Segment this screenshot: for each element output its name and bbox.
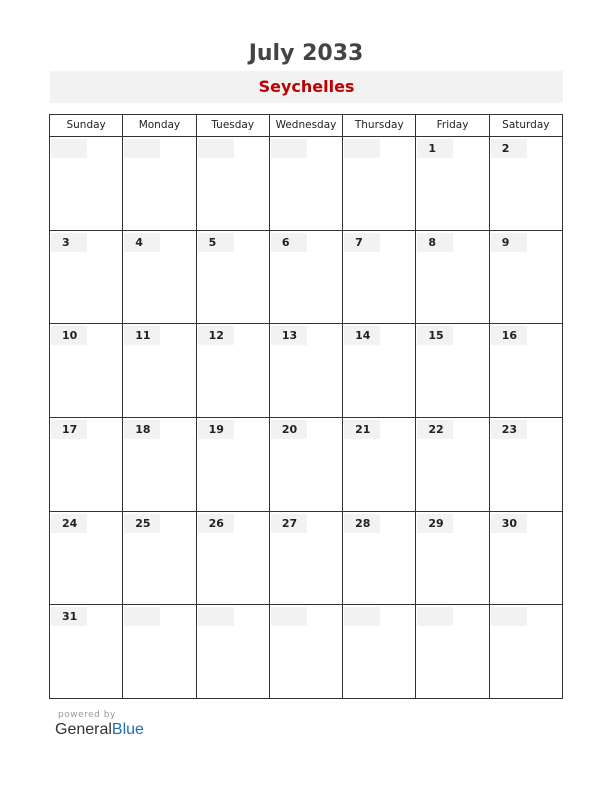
week-row <box>50 512 562 606</box>
day-cell[interactable] <box>416 418 489 511</box>
week-row <box>50 137 562 231</box>
day-cell[interactable] <box>197 324 270 417</box>
day-number: 13 <box>271 326 307 345</box>
day-cell[interactable] <box>123 324 196 417</box>
day-number <box>198 139 234 158</box>
day-number <box>344 139 380 158</box>
day-cell[interactable] <box>123 605 196 698</box>
day-cell[interactable] <box>490 231 562 324</box>
day-cell[interactable] <box>343 418 416 511</box>
day-cell[interactable] <box>270 605 343 698</box>
day-number <box>51 139 87 158</box>
day-number: 19 <box>198 420 234 439</box>
day-cell[interactable] <box>343 324 416 417</box>
brand-logo[interactable] <box>55 721 144 739</box>
day-cell[interactable] <box>50 231 123 324</box>
day-cell[interactable] <box>416 324 489 417</box>
day-number: 28 <box>344 514 380 533</box>
brand-general: General <box>55 721 112 738</box>
day-number: 14 <box>344 326 380 345</box>
day-number <box>124 607 160 626</box>
day-number: 27 <box>271 514 307 533</box>
day-number: 5 <box>198 233 234 252</box>
calendar-body <box>50 137 562 698</box>
day-cell[interactable] <box>123 418 196 511</box>
day-cell[interactable] <box>270 418 343 511</box>
day-number: 8 <box>417 233 453 252</box>
day-number: 22 <box>417 420 453 439</box>
day-cell[interactable] <box>123 231 196 324</box>
day-number: 11 <box>124 326 160 345</box>
day-cell[interactable] <box>50 605 123 698</box>
day-cell[interactable] <box>50 512 123 605</box>
day-number: 23 <box>491 420 527 439</box>
day-number: 2 <box>491 139 527 158</box>
day-cell[interactable] <box>490 418 562 511</box>
day-cell[interactable] <box>197 605 270 698</box>
day-number: 10 <box>51 326 87 345</box>
day-cell[interactable] <box>343 512 416 605</box>
day-number <box>124 139 160 158</box>
day-number: 31 <box>51 607 87 626</box>
day-cell[interactable] <box>343 137 416 230</box>
day-cell[interactable] <box>123 137 196 230</box>
day-number: 4 <box>124 233 160 252</box>
day-number <box>271 607 307 626</box>
day-number: 7 <box>344 233 380 252</box>
day-cell[interactable] <box>416 605 489 698</box>
day-cell[interactable] <box>416 512 489 605</box>
day-number: 3 <box>51 233 87 252</box>
day-number: 15 <box>417 326 453 345</box>
day-number: 30 <box>491 514 527 533</box>
day-number: 29 <box>417 514 453 533</box>
day-number: 25 <box>124 514 160 533</box>
day-number <box>271 139 307 158</box>
weekday-header: Thursday <box>343 115 416 136</box>
day-cell[interactable] <box>123 512 196 605</box>
day-cell[interactable] <box>490 605 562 698</box>
day-number: 16 <box>491 326 527 345</box>
week-row <box>50 231 562 325</box>
weekday-header-row <box>50 115 562 137</box>
day-cell[interactable] <box>270 324 343 417</box>
day-cell[interactable] <box>343 231 416 324</box>
day-cell[interactable] <box>197 418 270 511</box>
day-number <box>417 607 453 626</box>
day-number <box>344 607 380 626</box>
day-cell[interactable] <box>490 324 562 417</box>
weekday-header: Wednesday <box>270 115 343 136</box>
calendar-grid <box>49 114 563 699</box>
day-cell[interactable] <box>50 418 123 511</box>
day-cell[interactable] <box>197 512 270 605</box>
day-cell[interactable] <box>270 231 343 324</box>
day-number: 12 <box>198 326 234 345</box>
day-number: 9 <box>491 233 527 252</box>
day-number: 17 <box>51 420 87 439</box>
day-cell[interactable] <box>416 231 489 324</box>
country-label: Seychelles <box>50 71 563 103</box>
page-title: July 2033 <box>248 41 364 66</box>
weekday-header: Saturday <box>502 119 550 131</box>
weekday-header: Monday <box>123 115 196 136</box>
day-number <box>198 607 234 626</box>
day-number: 21 <box>344 420 380 439</box>
day-cell[interactable] <box>490 512 562 605</box>
day-cell[interactable] <box>270 137 343 230</box>
weekday-header: Sunday <box>50 115 123 136</box>
day-cell[interactable] <box>416 137 489 230</box>
brand-blue: Blue <box>111 721 144 738</box>
week-row <box>50 324 562 418</box>
weekday-header: Tuesday <box>197 115 270 136</box>
day-cell[interactable] <box>50 137 123 230</box>
day-cell[interactable] <box>197 137 270 230</box>
day-number: 6 <box>271 233 307 252</box>
week-row <box>50 605 562 698</box>
powered-by-text: powered by <box>58 710 116 720</box>
day-cell[interactable] <box>490 137 562 230</box>
day-number: 18 <box>124 420 160 439</box>
weekday-header: Friday <box>416 115 489 136</box>
day-number: 20 <box>271 420 307 439</box>
day-number: 26 <box>198 514 234 533</box>
day-cell[interactable] <box>50 324 123 417</box>
day-number <box>491 607 527 626</box>
day-number: 24 <box>51 514 87 533</box>
day-cell[interactable] <box>270 512 343 605</box>
week-row <box>50 418 562 512</box>
day-cell[interactable] <box>197 231 270 324</box>
day-cell[interactable] <box>343 605 416 698</box>
day-number: 1 <box>417 139 453 158</box>
